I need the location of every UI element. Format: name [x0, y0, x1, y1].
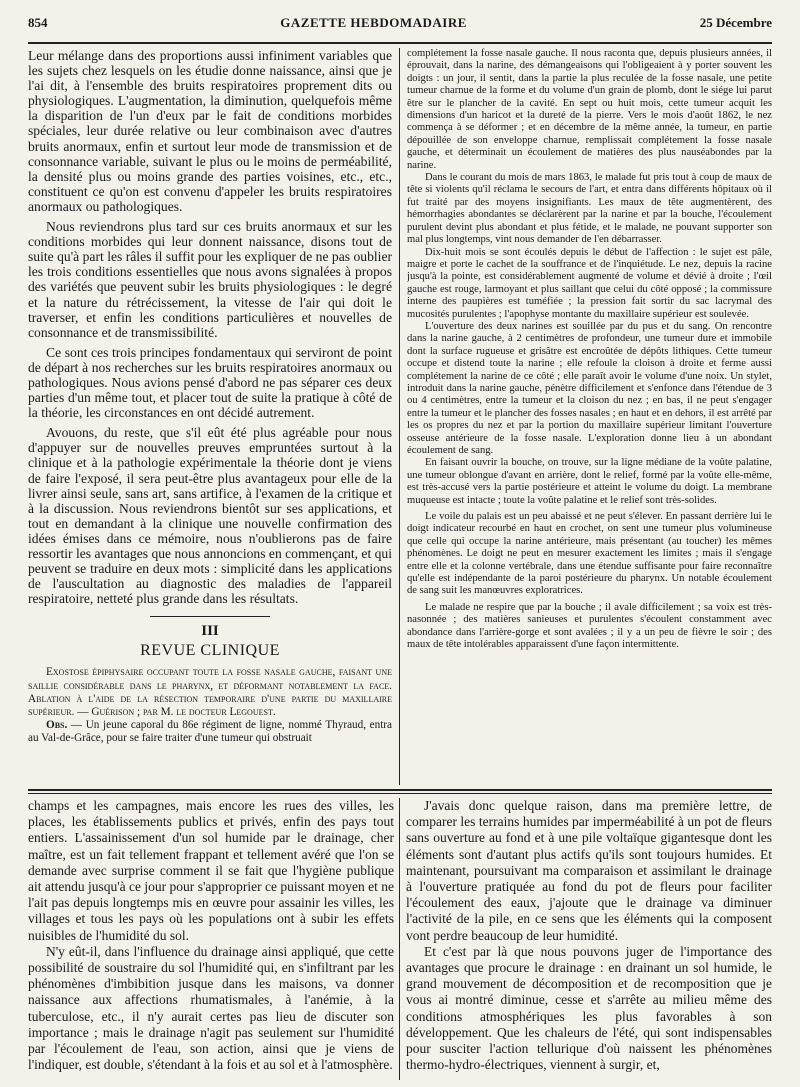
paragraph: Nous reviendrons plus tard sur ces bruits anormaux et sur les conditions morbides qui leur donnent naissance, disons tout de suite qu'à part les râles il suffit pour les expliquer de ne pas oublier les trois conditions essentielles que nous avons signalées à propos des variétés que peuvent subir les bruits physiologiques : le degré et la nature du rétrécissement, la vitesse de l'air qui doit le traverser, et enfin les conditions particulières et nouvelles de consonnance et de transmissibilité. — [28, 219, 392, 340]
column-divider — [399, 48, 400, 785]
page-header — [28, 6, 772, 40]
paragraph: Le voile du palais est un peu abaissé et ne peut s'élever. En passant derrière lui le doigt indicateur recourbé en haut en crochet, on sent une tumeur plus volumineuse que celle qui occupe la narine antérieure, mais présentant (au toucher) les mêmes phénomènes. Le doigt ne peut en mesurer exactement les limites ; mais il s'engage entre elle et la colonne vertébrale, dans une étendue suffisante pour faire reconnaître qu'elle est indépendante de la paroi postérieure du pharynx. Un notable écoulement de sang suit les manœuvres exploratrices. — [407, 511, 772, 597]
case-heading: Exostose épiphysaire occupant toute la fosse nasale gauche, faisant une saillie considérable dans le pharynx, et déformant notablement la face. Ablation à l'aide de la résection temporaire d'une partie du maxillaire supérieur. — Guérison ; par M. le docteur Legouest. — [28, 666, 392, 718]
paragraph: Avouons, du reste, que s'il eût été plus agréable pour nous d'appuyer sur de nouvelles preuves empruntées surtout à la clinique et à la pathologie expérimentale la théorie dont je viens de faire l'exposé, il sera peut-être plus avantageux pour elle de la livrer ainsi seule, sans art, sans artifice, à l'examen de la critique et à la discussion. Nous reviendrons bientôt sur ses applications, et tout en demandant à la clinique une nouvelle confirmation des idées émises dans ce mémoire, nous n'oublierons pas de faire ressortir les avantages que nous annoncions en commençant, et qui peuvent se traduire en deux mots : simplicité dans les applications de l'auscultation au diagnostic des maladies de l'appareil respiratoire, netteté plus grande dans les résultats. — [28, 425, 392, 607]
observation-paragraph — [28, 719, 392, 746]
paragraph: Dix-huit mois se sont écoulés depuis le début de l'affection : le sujet est pâle, maigre et porte le cachet de la souffrance et de l'inquiétude. Le nez, depuis la racine jusqu'à la pointe, est considérablement augmenté de volume et dévié à droite ; l'œil gauche est rouge, larmoyant et plus saillant que celui du côté opposé ; la commissure interne des paupières est tuméfiée ; la pression fait sortir du sac lacrymal des mucosités purulentes ; l'apophyse montante du maxillaire supérieur est soulevée. — [407, 246, 772, 320]
paragraph: En faisant ouvrir la bouche, on trouve, sur la ligne médiane de la voûte palatine, une tumeur oblongue d'avant en arrière, dont le relief, formé par la voûte elle-même, est très-accusé vers la partie postérieure et atteint le volume du doigt. La membrane muqueuse est intacte ; toute la voûte palatine et le relief sont très-solides. — [407, 457, 772, 506]
section-divider-thin — [28, 793, 772, 794]
paragraph: L'ouverture des deux narines est souillée par du pus et du sang. On rencontre dans la narine gauche, à 2 centimètres de profondeur, une tumeur dure et immobile dont la surface rugueuse et grisâtre est encroûtée de dépôts lithiques. Cette tumeur occupe et distend toute la narine ; elle refoule la cloison à droite et ferme aussi complétement la narine de ce côté ; elle paraît avoir le volume d'une noix. Un stylet, introduit dans la narine gauche, pénètre difficilement et s'enfonce dans l'étendue de 3 ou 4 centimètres, entre la tumeur et la cloison du nez ; en bas, il ne peut s'engager entre la tumeur et le plancher des fosses nasales ; en haut et en dehors, il est arrêté par les os propres du nez et par la portion du maxillaire supérieur limitant l'ouverture osseuse antérieure de la fosse nasale. L'exploration donne lieu à un abondant écoulement de sang. — [407, 320, 772, 456]
right-column — [407, 48, 772, 783]
paragraph: champs et les campagnes, mais encore les rues des villes, les places, les établissements publics et privés, enfin des pays tout entiers. L'assainissement d'un sol humide par le drainage, cher maître, est un fait tellement frappant et tellement avéré que l'on se demande avec surprise comment il se fait que l'hygiène publique ait attendu jusqu'à ce jour pour s'approprier ce puissant moyen et ne l'ait pas depuis longtemps mis en œuvre pour assainir les villes, les villages et tous les pays où les populations ont à subir les effets nuisibles de l'humidité du sol. — [28, 798, 394, 943]
paragraph: Ce sont ces trois principes fondamentaux qui serviront de point de départ à nos recherches sur les bruits respiratoires anormaux ou pathologiques. Nous avions pensé d'abord ne pas séparer ces deux parties d'un même tout, et placer tout de suite la pratique à côté de la théorie, les circonstances en ont décidé autrement. — [28, 344, 392, 421]
section-divider — [28, 789, 772, 791]
observation-text: — Un jeune caporal du 86e régiment de ligne, nommé Thyraud, entra au Val-de-Grâce, pour se faire traiter d'une tumeur qui obstruait — [28, 719, 392, 745]
paragraph: Leur mélange dans des proportions aussi infiniment variables que les sujets chez lesquels on les étudie donne naissance, ainsi que je l'ai dit, à l'ensemble des bruits respiratoires proprement dits ou physiologiques. L'augmentation, la diminution, quelquefois même la disparition de l'un d'eux par le fait de conditions morbides spéciales, leur durée relative ou leur combinaison avec d'autres bruits anormaux, enfin et surtout leur mode de transmission et de consonnance variable, suivant le plus ou le moins de perméabilité, la densité plus ou moins grande des parties voisines, etc., etc., constituent ce qu'on est convenu d'appeler les bruits respiratoires anormaux ou pathologiques. — [28, 48, 392, 214]
observation-label: Obs. — [46, 719, 68, 732]
section-number: III — [201, 623, 219, 640]
header-rule — [28, 42, 772, 44]
left-column — [28, 48, 392, 783]
issue-date: 25 Décembre — [699, 15, 772, 30]
bottom-left-column — [28, 798, 394, 1080]
paragraph: Et c'est par là que nous pouvons juger de l'importance des avantages que procure le drainage : en drainant un sol humide, le grand mouvement de décomposition et de recomposition que je vous ai montré diminue, cesse et s'arrête au milieu même des conditions atmosphériques les plus favorables à son développement. Que les chaleurs de l'été, qui sont indispensables pour susciter l'action tellurique d'où naissent les phénomènes thermo-hydro-électriques, viennent à surgir, et, — [406, 943, 772, 1073]
paragraph: J'avais donc quelque raison, dans ma première lettre, de comparer les terrains humides par imperméabilité à un pot de fleurs sans ouverture au fond et à une pile voltaïque gigantesque dont les éléments sont d'autant plus actifs qu'ils sont toujours humides. Et maintenant, poursuivant ma comparaison et assimilant le drainage à l'ouverture pratiquée au fond du pot de fleurs pour faciliter l'écoulement des eaux, j'ajoute que le drainage va diminuer l'activité de la pile, en ce sens que les éléments qui la composent vont perdre beaucoup de leur humidité. — [406, 798, 772, 943]
section-separator-rule — [150, 616, 270, 617]
paragraph: Dans le courant du mois de mars 1863, le malade fut pris tout à coup de maux de tête si violents qu'il réclama le secours de l'art, et entra dans différents hôpitaux où il fut traité par des moyens insignifiants. Les maux de tête augmentèrent, des hémorrhagies abondantes se déclarèrent par la narine et par la bouche, l'écoulement purulent devint plus abondant et plus fétide, et le malade, ne pouvant supporter son mal plus longtemps, vint nous demander de l'en débarrasser. — [407, 172, 772, 246]
section-title: REVUE CLINIQUE — [140, 642, 280, 660]
page-number: 854 — [28, 15, 48, 30]
bottom-right-column — [406, 798, 772, 1080]
journal-title: GAZETTE HEBDOMADAIRE — [280, 15, 467, 30]
paragraph: N'y eût-il, dans l'influence du drainage ainsi appliqué, que cette possibilité de soustraire du sol l'humidité qui, en s'infiltrant par les phénomènes d'imbibition jusque dans les maisons, va donner naissance aux affections rhumatismales, à l'anémie, à la tuberculose, etc., il n'y aurait certes pas lieu de discuter son importance ; mais le drainage n'agit pas seulement sur l'humidité par l'écoulement de l'eau, son action, ainsi que je viens de l'indiquer, est double, s'étendant à la fois et au sol et à l'atmosphère. — [28, 943, 394, 1073]
paragraph: complétement la fosse nasale gauche. Il nous raconta que, depuis plusieurs années, il éprouvait, dans la narine, des démangeaisons qui l'obligeaient à y porter souvent les doigts : un jour, il sentit, dans la partie la plus reculée de la fosse nasale, une petite tumeur charnue de la forme et du volume d'un grain de plomb, dont le siége lui parut être sur le plancher de la cavité. En sept ou huit mois, cette tumeur acquit les dimensions d'un haricot et la dureté de la pierre. Vers le mois d'août 1862, le nez commença à se déformer ; et en décembre de la même année, la tumeur, en partie dépouillée de son enveloppe charnue, remplissait complétement la fosse nasale gauche, et déterminait un écoulement de matières des plus nauséabondes par la narine. — [407, 48, 772, 171]
paragraph: Le malade ne respire que par la bouche ; il avale difficilement ; sa voix est très-nasonnée ; des matières sanieuses et purulentes s'écoulent constamment avec abondance dans l'arrière-gorge et sont avalées ; il y a un peu de fièvre le soir ; des maux de tête intolérables apparaissent d'une façon intermittente. — [407, 601, 772, 651]
bottom-column-divider — [399, 798, 400, 1080]
